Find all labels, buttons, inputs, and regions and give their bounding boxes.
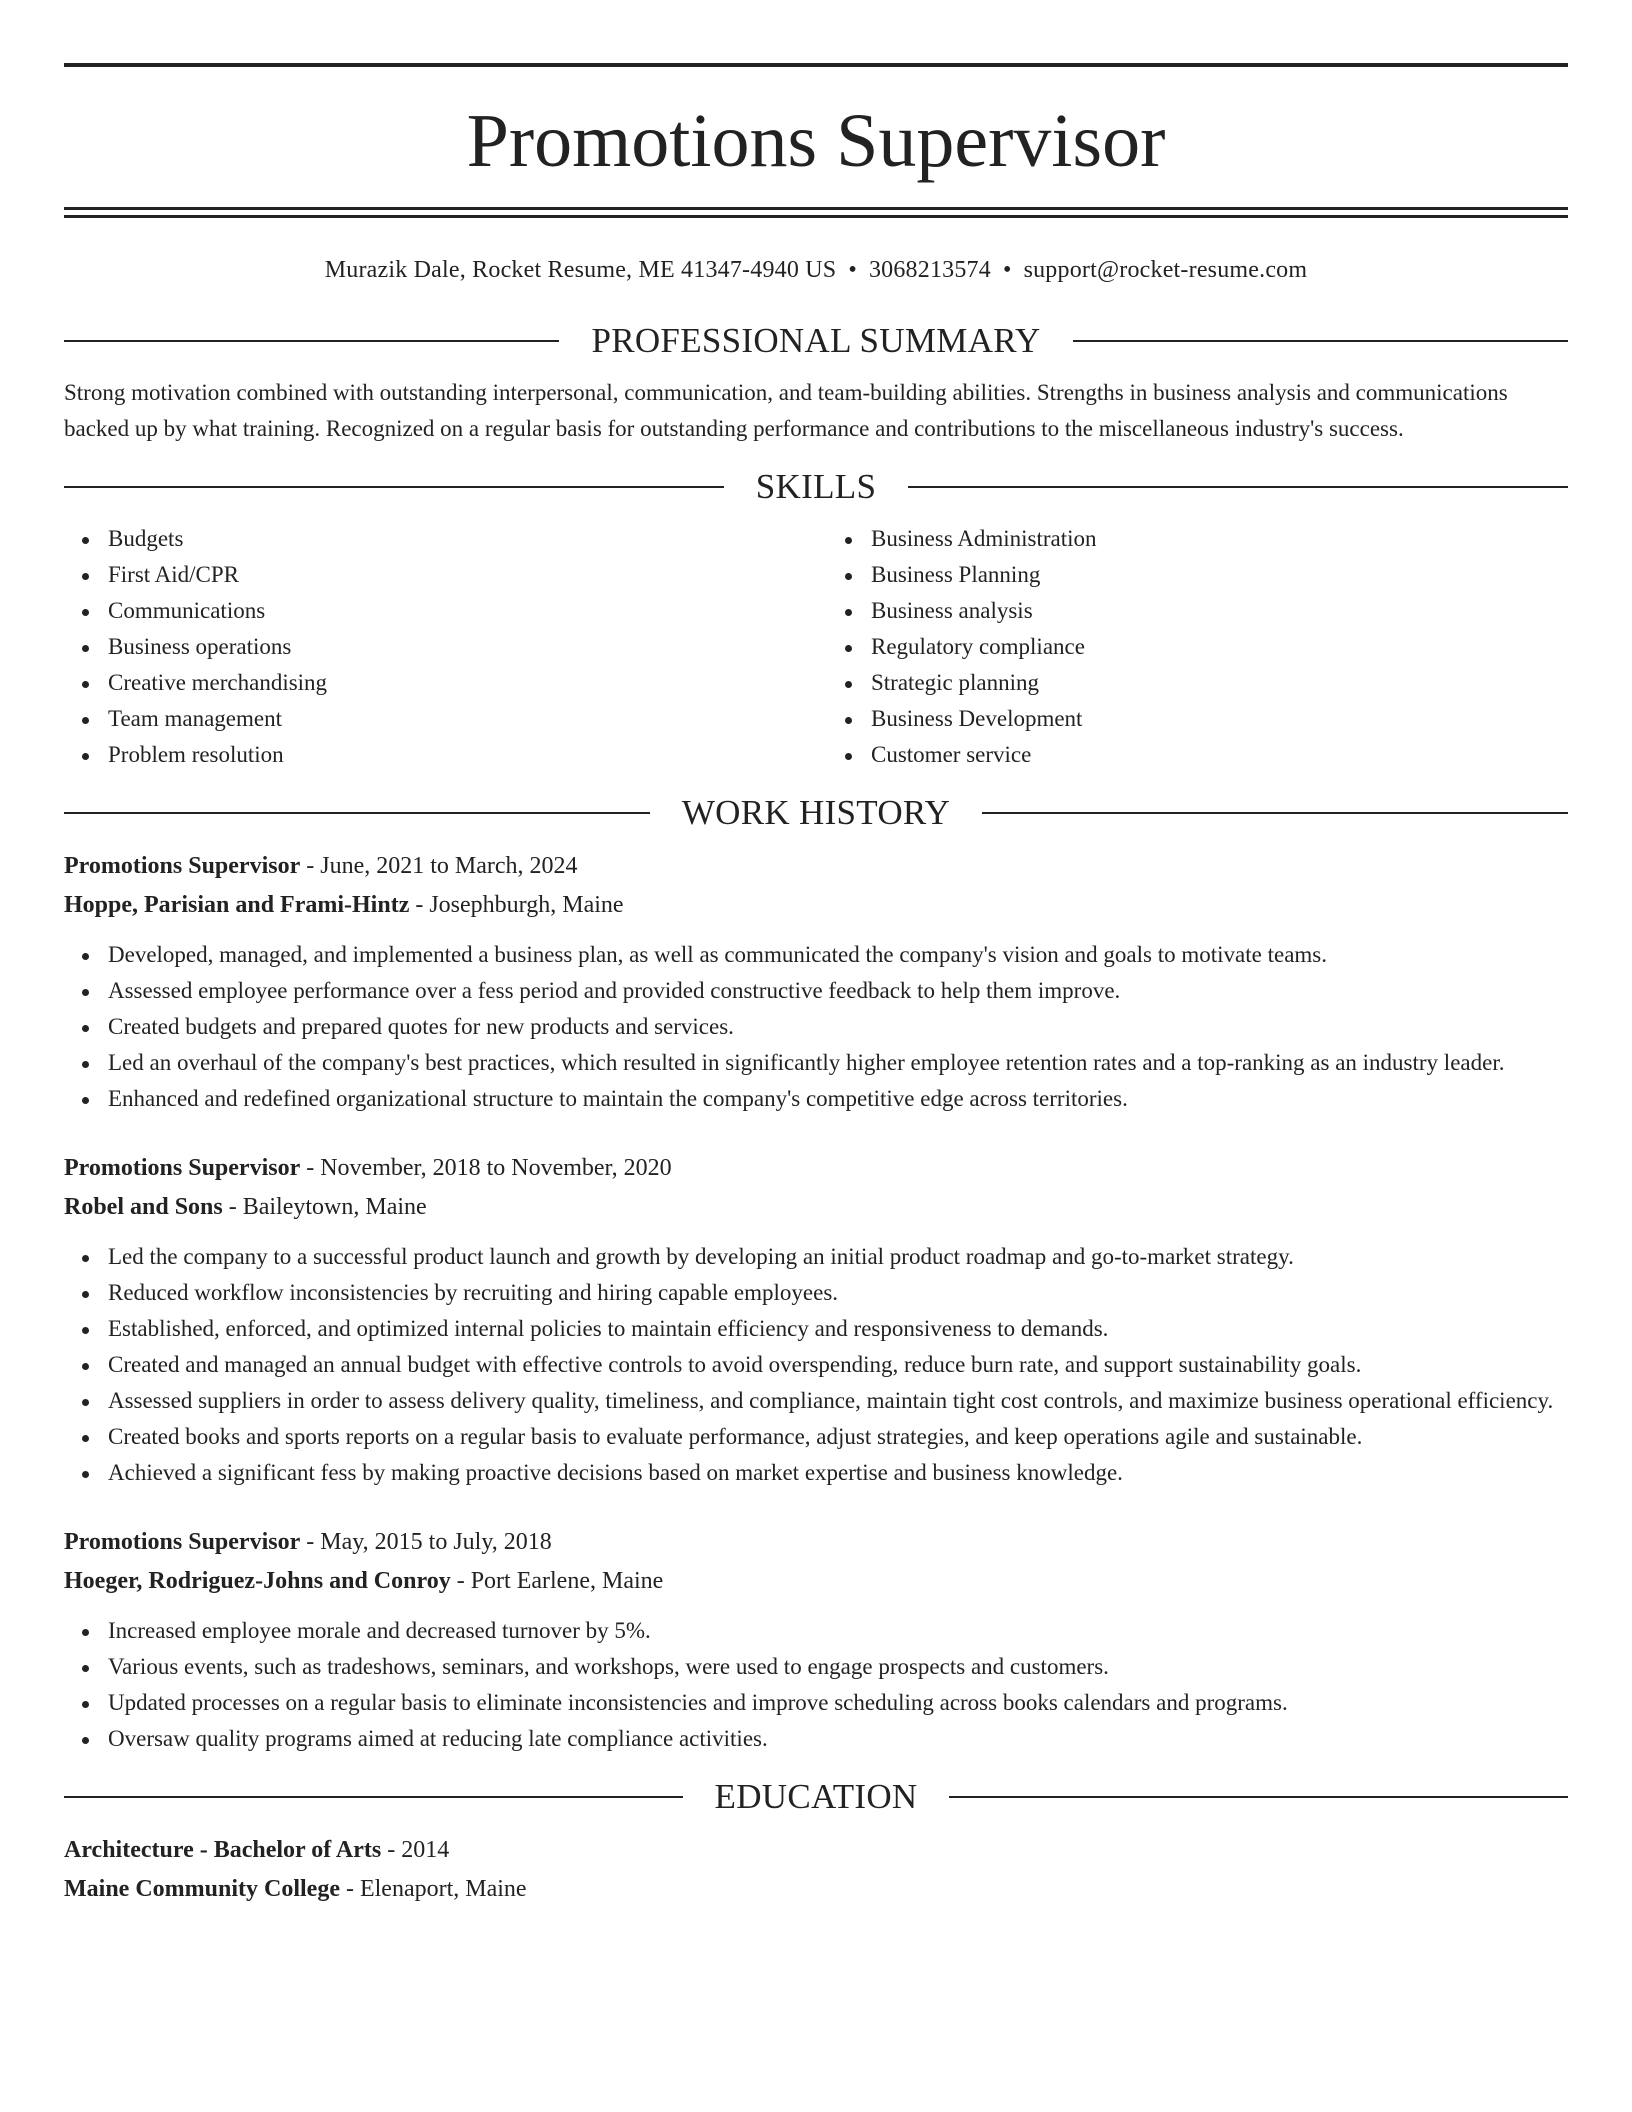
job-location: - Port Earlene, Maine xyxy=(450,1568,664,1594)
section-heading-summary xyxy=(64,319,1568,363)
skill-item: Creative merchandising xyxy=(108,665,805,701)
education-school-line xyxy=(64,1870,1568,1909)
job-bullet: Created and managed an annual budget with effective controls to avoid overspending, reduce burn rate, and support sustainability goals. xyxy=(108,1347,1568,1383)
skill-item: Business Administration xyxy=(871,521,1568,557)
heading-rule xyxy=(1073,340,1568,342)
education-degree-line xyxy=(64,1831,1568,1870)
resume-title: Promotions Supervisor xyxy=(466,99,1166,183)
job-title-line xyxy=(64,847,1568,886)
job-company: Robel and Sons xyxy=(64,1194,223,1220)
job-bullet: Oversaw quality programs aimed at reducing late compliance activities. xyxy=(108,1721,1568,1757)
job-bullet: Led an overhaul of the company's best practices, which resulted in significantly higher employee retention rates and a top-ranking as an industry leader. xyxy=(108,1045,1568,1081)
summary-text: Strong motivation combined with outstanding interpersonal, communication, and team-building abilities. Strengths in business analysis and communications backed up by what training. Recognized on a regular basis for outstanding performance and contributions to the miscellaneous industry's success. xyxy=(64,380,1508,441)
skill-item: Team management xyxy=(108,701,805,737)
skills-list xyxy=(64,521,1568,773)
section-title: PROFESSIONAL SUMMARY xyxy=(591,321,1041,360)
section-title: SKILLS xyxy=(755,467,877,506)
job-bullet: Assessed employee performance over a fess period and provided constructive feedback to help them improve. xyxy=(108,973,1568,1009)
skill-item: Business Planning xyxy=(871,557,1568,593)
skill-item: Communications xyxy=(108,593,805,629)
section-title: WORK HISTORY xyxy=(681,793,951,832)
education-degree: Architecture - Bachelor of Arts xyxy=(64,1837,382,1863)
job-location: - Josephburgh, Maine xyxy=(409,892,624,918)
education-school: Maine Community College xyxy=(64,1876,340,1902)
skill-item: Strategic planning xyxy=(871,665,1568,701)
bullet-separator: • xyxy=(1002,257,1012,283)
title-double-rule xyxy=(64,207,1568,218)
section-title: EDUCATION xyxy=(714,1777,918,1816)
job-bullet: Created books and sports reports on a regular basis to evaluate performance, adjust strategies, and keep operations agile and sustainable. xyxy=(108,1419,1568,1455)
job-bullet: Led the company to a successful product launch and growth by developing an initial product roadmap and go-to-market strategy. xyxy=(108,1239,1568,1275)
contact-line xyxy=(64,255,1568,285)
education-year: - 2014 xyxy=(381,1837,450,1863)
job-entry xyxy=(64,1523,1568,1757)
skill-item: Problem resolution xyxy=(108,737,805,773)
job-bullet: Developed, managed, and implemented a business plan, as well as communicated the company's vision and goals to motivate teams. xyxy=(108,937,1568,973)
job-bullet: Achieved a significant fess by making proactive decisions based on market expertise and business knowledge. xyxy=(108,1455,1568,1491)
job-title: Promotions Supervisor xyxy=(64,1155,301,1181)
skill-item: First Aid/CPR xyxy=(108,557,805,593)
skill-item: Business operations xyxy=(108,629,805,665)
top-rule xyxy=(64,63,1568,67)
skills-column-right xyxy=(805,521,1568,773)
job-bullet: Updated processes on a regular basis to eliminate inconsistencies and improve scheduling across books calendars and programs. xyxy=(108,1685,1568,1721)
job-title-line xyxy=(64,1149,1568,1188)
job-company-line xyxy=(64,886,1568,925)
heading-rule xyxy=(949,1796,1568,1798)
heading-rule xyxy=(908,486,1568,488)
job-bullets xyxy=(64,937,1568,1117)
job-bullet: Reduced workflow inconsistencies by recruiting and hiring capable employees. xyxy=(108,1275,1568,1311)
bullet-separator: • xyxy=(848,257,857,283)
education-location: - Elenaport, Maine xyxy=(339,1876,527,1902)
contact-email: support@rocket-resume.com xyxy=(1023,257,1308,283)
skill-item: Business analysis xyxy=(871,593,1568,629)
contact-phone: 3068213574 xyxy=(868,257,991,283)
skill-item: Budgets xyxy=(108,521,805,557)
job-dates: - May, 2015 to July, 2018 xyxy=(300,1529,552,1555)
heading-rule xyxy=(64,340,559,342)
job-company-line xyxy=(64,1188,1568,1227)
heading-rule xyxy=(982,812,1568,814)
skill-item: Regulatory compliance xyxy=(871,629,1568,665)
job-entry xyxy=(64,1149,1568,1491)
job-dates: - November, 2018 to November, 2020 xyxy=(300,1155,672,1181)
job-bullets xyxy=(64,1613,1568,1757)
job-bullets xyxy=(64,1239,1568,1491)
section-heading-education xyxy=(64,1775,1568,1819)
job-title-line xyxy=(64,1523,1568,1562)
heading-rule xyxy=(64,1796,683,1798)
job-bullet: Increased employee morale and decreased turnover by 5%. xyxy=(108,1613,1568,1649)
job-bullet: Created budgets and prepared quotes for new products and services. xyxy=(108,1009,1568,1045)
section-heading-skills xyxy=(64,465,1568,509)
heading-rule xyxy=(64,812,650,814)
education-entry xyxy=(64,1831,1568,1909)
job-company-line xyxy=(64,1562,1568,1601)
job-location: - Baileytown, Maine xyxy=(222,1194,427,1220)
job-company: Hoeger, Rodriguez-Johns and Conroy xyxy=(64,1568,451,1594)
job-title: Promotions Supervisor xyxy=(64,1529,301,1555)
section-heading-work-history xyxy=(64,791,1568,835)
heading-rule xyxy=(64,486,724,488)
resume-page xyxy=(64,0,1568,1909)
contact-address: Murazik Dale, Rocket Resume, ME 41347-4940 US xyxy=(324,257,837,283)
job-company: Hoppe, Parisian and Frami-Hintz xyxy=(64,892,410,918)
job-entry xyxy=(64,847,1568,1117)
job-bullet: Assessed suppliers in order to assess delivery quality, timeliness, and compliance, maintain tight cost controls, and maximize business operational efficiency. xyxy=(108,1383,1568,1419)
skills-column-left xyxy=(64,521,805,773)
job-bullet: Established, enforced, and optimized internal policies to maintain efficiency and responsiveness to demands. xyxy=(108,1311,1568,1347)
skill-item: Customer service xyxy=(871,737,1568,773)
job-title: Promotions Supervisor xyxy=(64,853,301,879)
job-bullet: Enhanced and redefined organizational structure to maintain the company's competitive edge across territories. xyxy=(108,1081,1568,1117)
job-bullet: Various events, such as tradeshows, seminars, and workshops, were used to engage prospects and customers. xyxy=(108,1649,1568,1685)
job-dates: - June, 2021 to March, 2024 xyxy=(300,853,578,879)
skill-item: Business Development xyxy=(871,701,1568,737)
